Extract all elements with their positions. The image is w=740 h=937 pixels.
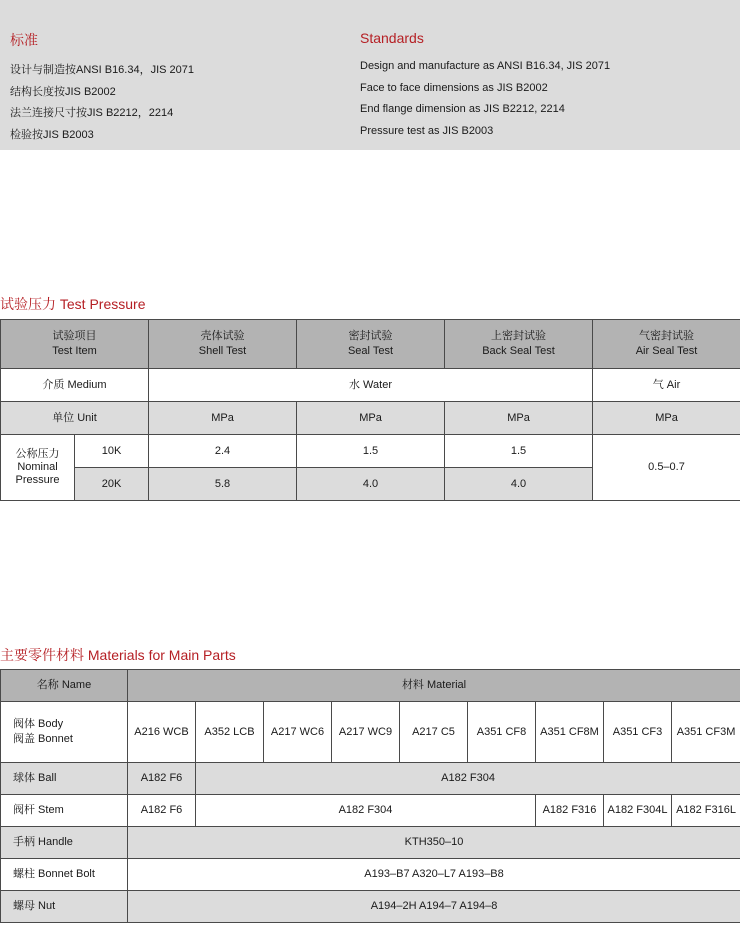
name-header: 名称 Name — [1, 670, 128, 702]
pressure-class: 20K — [75, 468, 149, 501]
back-seal-value: 1.5 — [445, 435, 593, 468]
bonnet-label: 阀盖 Bonnet — [13, 733, 73, 745]
header-en: Test Item — [52, 345, 97, 357]
standards-en-line: Pressure test as JIS B2003 — [360, 124, 494, 137]
ball-material: A182 F6 — [128, 763, 196, 795]
air-seal-value: 0.5–0.7 — [593, 435, 740, 501]
body-material: A351 CF3 — [604, 702, 672, 763]
unit-cell: MPa — [297, 402, 445, 435]
standards-en-line: Face to face dimensions as JIS B2002 — [360, 81, 548, 94]
header-zh: 壳体试验 — [200, 330, 245, 342]
body-material: A351 CF8 — [468, 702, 536, 763]
test-pressure-title: 试验压力 Test Pressure — [0, 296, 146, 312]
body-material: A217 WC9 — [332, 702, 400, 763]
header-test-item — [1, 320, 149, 369]
stem-material: A182 F316L — [672, 795, 740, 827]
materials-table — [0, 669, 740, 923]
standards-en-line: End flange dimension as JIS B2212, 2214 — [360, 103, 565, 115]
header-air-seal-test — [593, 320, 740, 369]
material-header: 材料 Material — [128, 670, 740, 702]
body-material: A217 C5 — [400, 702, 468, 763]
stem-material: A182 F304L — [604, 795, 672, 827]
header-seal-test — [297, 320, 445, 369]
body-material: A217 WC6 — [264, 702, 332, 763]
medium-water: 水 Water — [149, 369, 593, 402]
header-back-seal-test — [445, 320, 593, 369]
nut-label: 螺母 Nut — [1, 891, 128, 923]
test-pressure-table — [0, 319, 740, 501]
materials-title: 主要零件材料 Materials for Main Parts — [0, 647, 236, 663]
bolt-material: A193–B7 A320–L7 A193–B8 — [128, 859, 740, 891]
body-material: A351 CF8M — [536, 702, 604, 763]
unit-cell: MPa — [445, 402, 593, 435]
nominal-zh: 公称压力 — [15, 448, 60, 460]
standards-en-column — [360, 30, 610, 142]
standards-en-line: Design and manufacture as ANSI B16.34, JIS 2071 — [360, 60, 611, 72]
ball-material: A182 F304 — [196, 763, 740, 795]
shell-value: 2.4 — [149, 435, 297, 468]
standards-zh-line: 设计与制造按ANSI B16.34，JIS 2071 — [10, 64, 195, 76]
shell-value: 5.8 — [149, 468, 297, 501]
body-bonnet-label — [1, 702, 128, 763]
standards-en-title: Standards — [360, 30, 424, 46]
nominal-en: Nominal — [17, 461, 58, 473]
unit-label: 单位 Unit — [1, 402, 149, 435]
nut-material: A194–2H A194–7 A194–8 — [128, 891, 740, 923]
nominal-pressure-label — [1, 435, 75, 501]
header-zh: 上密封试验 — [491, 330, 546, 342]
stem-material: A182 F6 — [128, 795, 196, 827]
back-seal-value: 4.0 — [445, 468, 593, 501]
stem-material: A182 F304 — [196, 795, 536, 827]
header-zh: 密封试验 — [348, 330, 393, 342]
ball-label: 球体 Ball — [1, 763, 128, 795]
handle-label: 手柄 Handle — [1, 827, 128, 859]
stem-label: 阀杆 Stem — [1, 795, 128, 827]
unit-cell: MPa — [593, 402, 740, 435]
standards-zh-line: 检验按JIS B2003 — [10, 128, 94, 141]
header-zh: 气密封试验 — [639, 330, 694, 342]
unit-cell: MPa — [149, 402, 297, 435]
body-material: A351 CF3M — [672, 702, 740, 763]
seal-value: 1.5 — [297, 435, 445, 468]
standards-zh-column — [10, 30, 194, 146]
body-material: A216 WCB — [128, 702, 196, 763]
header-shell-test — [149, 320, 297, 369]
stem-material: A182 F316 — [536, 795, 604, 827]
body-label: 阀体 Body — [13, 718, 64, 730]
standards-zh-line: 结构长度按JIS B2002 — [10, 85, 116, 98]
header-en: Back Seal Test — [482, 345, 555, 357]
medium-air: 气 Air — [593, 369, 740, 402]
standards-zh-line: 法兰连接尺寸按JIS B2212，2214 — [10, 107, 174, 119]
handle-material: KTH350–10 — [128, 827, 740, 859]
header-zh: 试验项目 — [52, 330, 97, 342]
standards-panel — [0, 0, 740, 150]
standards-zh-title: 标准 — [10, 32, 38, 48]
header-en: Air Seal Test — [635, 345, 698, 357]
bolt-label: 螺柱 Bonnet Bolt — [1, 859, 128, 891]
pressure-class: 10K — [75, 435, 149, 468]
seal-value: 4.0 — [297, 468, 445, 501]
nominal-en: Pressure — [15, 474, 60, 486]
body-material: A352 LCB — [196, 702, 264, 763]
medium-label: 介质 Medium — [1, 369, 149, 402]
header-en: Seal Test — [347, 345, 394, 357]
header-en: Shell Test — [198, 345, 247, 357]
